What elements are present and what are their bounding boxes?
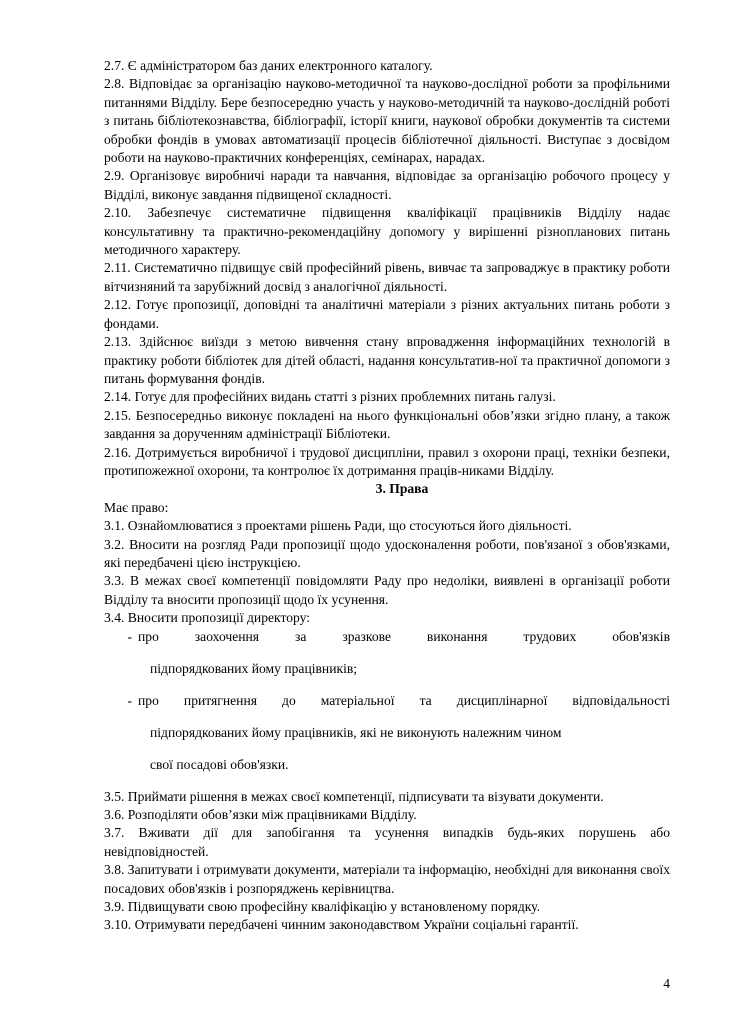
clause-3-3: 3.3. В межах своєї компетенції повідомляти Раду про недоліки, виявлені в організації роботи Відділу та вносити пропозиції щодо їх усунення. <box>104 573 670 607</box>
clause-3-6: 3.6. Розподіляти обов’язки між працівниками Відділу. <box>104 807 417 822</box>
clause-2-15: 2.15. Безпосередньо виконує покладені на нього функціональні обов’язки згідно плану, а також завдання за дорученням адміністрації Бібліотеки. <box>104 407 670 442</box>
clause-3-1: 3.1. Ознайомлюватися з проектами рішень Ради, що стосуються його діяльності. <box>104 518 572 534</box>
sublist-item-text: про заохочення за зразкове виконання трудових обов'язків <box>138 628 670 644</box>
clause-2-7: 2.7. Є адміністратором баз даних електронного каталогу. <box>104 58 433 73</box>
clause-3-2: 3.2. Вносити на розгляд Ради пропозиції щодо удосконалення роботи, пов'язаної з обов'язками, які передбачені цією інструкцією. <box>104 536 670 570</box>
clause-2-11: 2.11. Систематично підвищує свій професійний рівень, вивчає та запроваджує в практику роботи вітчизняний та зарубіжний досвід з аналогічної діяльності. <box>104 260 670 294</box>
clause-3-8: 3.8. Запитувати і отримувати документи, матеріали та інформацію, необхідні для виконання своїх посадових обов'язків і розпоряджень керівництва. <box>104 862 670 896</box>
sublist-item-encouragement <box>104 628 670 646</box>
dash-bullet: - <box>127 628 132 644</box>
sublist-item-continuation: підпорядкованих йому працівників; <box>150 660 358 676</box>
rights-intro: Має право: <box>104 499 169 515</box>
sublist-item-text: про притягнення до матеріальної та дисциплінарної відповідальності <box>138 692 670 708</box>
clause-3-4: 3.4. Вносити пропозиції директору: <box>104 610 311 626</box>
sublist-item-continuation: підпорядкованих йому працівників, які не виконують належним чином <box>150 724 562 740</box>
page-number: 4 <box>663 976 670 991</box>
clause-2-16: 2.16. Дотримується виробничої і трудової дисципліни, правил з охорони праці, техніки безпеки, протипожежної охорони, та контролює їх дотримання праців-никами Відділу. <box>104 444 670 478</box>
document-body <box>104 57 670 935</box>
clause-2-12: 2.12. Готує пропозиції, доповідні та аналітичні матеріали з різних актуальних питань роботи з фондами. <box>104 297 670 331</box>
clause-2-8: 2.8. Відповідає за організацію науково-методичної та науково-дослідної роботи за профільними питаннями Відділу. Бере безпосередню участь у науково-методичній та науково-дослідній роботі з питань бібліотекознавства, бібліографії, історії книги, наукової обробки документів та системи обробки фондів в умовах автоматизації процесів бібліотечної діяльності. Виступає з досвідом роботи на науково-практичних конференціях, семінарах, нарадах. <box>104 76 670 166</box>
section-heading-rights: 3. Права <box>375 481 429 497</box>
clause-2-9: 2.9. Організовує виробничі наради та навчання, відповідає за організацію робочого процесу у Відділі, виконує завдання підвищеної складності. <box>104 168 670 202</box>
clause-2-14: 2.14. Готує для професійних видань статті з різних проблемних питань галузі. <box>104 389 556 405</box>
clause-3-7: 3.7. Вживати дії для запобігання та усунення випадків будь-яких порушень або невідповідностей. <box>104 825 670 859</box>
clause-2-10: 2.10. Забезпечує систематичне підвищення кваліфікації працівників Відділу надає консультативну та практично-рекомендаційну допомогу у вирішенні різнопланових питань методичного характеру. <box>104 205 670 258</box>
dash-bullet: - <box>127 692 132 708</box>
sublist-item-continuation: свої посадові обов'язки. <box>150 756 289 772</box>
clause-3-5: 3.5. Приймати рішення в межах своєї компетенції, підписувати та візувати документи. <box>104 788 604 804</box>
clause-3-10: 3.10. Отримувати передбачені чинним законодавством України соціальні гарантії. <box>104 917 579 933</box>
clause-3-9: 3.9. Підвищувати свою професійну кваліфікацію у встановленому порядку. <box>104 899 541 915</box>
clause-2-13: 2.13. Здійснює виїзди з метою вивчення стану впровадження інформаційних технологій в практику роботи бібліотек для дітей області, надання консультатив-ної та практичної допомоги з питань формування фондів. <box>104 334 670 386</box>
sublist-item-liability <box>104 692 670 710</box>
